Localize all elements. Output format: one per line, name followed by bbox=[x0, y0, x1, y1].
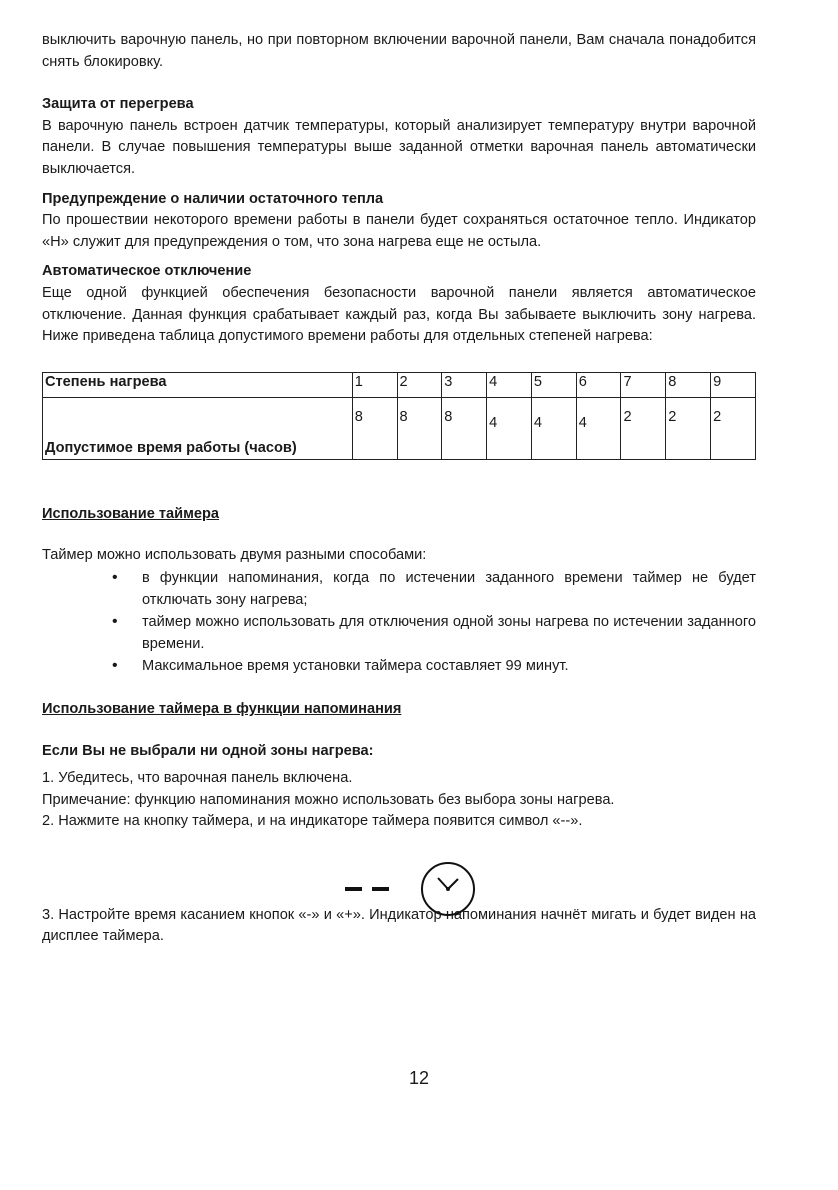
table-cell: 2 bbox=[397, 372, 442, 397]
timer-bullet-list bbox=[42, 567, 756, 677]
table-cell: 9 bbox=[711, 372, 756, 397]
table-cell: 4 bbox=[487, 397, 532, 459]
table-cell: 8 bbox=[442, 397, 487, 459]
table-row bbox=[43, 372, 756, 397]
table-cell: 2 bbox=[666, 397, 711, 459]
overheat-heading: Защита от перегрева bbox=[42, 96, 194, 113]
table-row-label: Степень нагрева bbox=[43, 372, 353, 397]
table-cell: 8 bbox=[666, 372, 711, 397]
table-cell: 7 bbox=[621, 372, 666, 397]
heat-level-table bbox=[42, 372, 756, 460]
list-item: • таймер можно использовать для отключения одной зоны нагрева по истечении заданного времени. bbox=[112, 612, 756, 652]
page-number: 12 bbox=[408, 1068, 430, 1088]
timer-intro: Таймер можно использовать двумя разными способами: bbox=[42, 547, 427, 564]
table-cell: 8 bbox=[397, 397, 442, 459]
intro-text: выключить варочную панель, но при повторном включении варочной панели, Вам сначала понадобится снять блокировку. bbox=[42, 32, 756, 70]
table-cell: 4 bbox=[576, 397, 621, 459]
reminder-step-2: 2. Нажмите на кнопку таймера, и на индикаторе таймера появится символ «--». bbox=[42, 813, 583, 830]
clock-icon bbox=[415, 862, 479, 922]
bullet-icon: • bbox=[112, 612, 118, 630]
reminder-subheading: Если Вы не выбрали ни одной зоны нагрева: bbox=[42, 742, 374, 759]
overheat-text: В варочную панель встроен датчик температуры, который анализирует температуру внутри варочной панели. В случае повышения температуры выше заданной отметки варочная панель автоматически выключается. bbox=[42, 117, 756, 177]
table-cell: 4 bbox=[531, 397, 576, 459]
timer-display-illustration bbox=[345, 862, 485, 922]
table-cell: 4 bbox=[487, 372, 532, 397]
table-cell: 8 bbox=[352, 397, 397, 459]
table-cell: 5 bbox=[531, 372, 576, 397]
table-cell: 2 bbox=[621, 397, 666, 459]
table-cell: 6 bbox=[576, 372, 621, 397]
timer-heading: Использование таймера bbox=[42, 505, 220, 522]
residual-heat-text: По прошествии некоторого времени работы в панели будет сохраняться остаточное тепло. Индикатор «H» служит для предупреждения о том, что зона нагрева еще не остыла. bbox=[42, 212, 756, 250]
auto-off-heading: Автоматическое отключение bbox=[42, 263, 252, 280]
document-page bbox=[42, 30, 756, 948]
auto-off-text: Еще одной функцией обеспечения безопасности варочной панели является автоматическое отключение. Данная функция срабатывает каждый раз, когда Вы забываете выключить зону нагрева. Ниже приведена таблица допустимого времени работы для отдельных степеней нагрева: bbox=[42, 284, 756, 345]
list-item: • в функции напоминания, когда по истечении заданного времени таймер не будет отключать зону нагрева; bbox=[112, 568, 756, 608]
bullet-icon: • bbox=[112, 656, 118, 674]
table-cell: 1 bbox=[352, 372, 397, 397]
reminder-heading: Использование таймера в функции напоминания bbox=[42, 700, 402, 717]
list-item: • Максимальное время установки таймера составляет 99 минут. bbox=[42, 655, 756, 677]
residual-heat-heading: Предупреждение о наличии остаточного тепла bbox=[42, 190, 384, 207]
bullet-icon: • bbox=[112, 568, 118, 586]
table-cell: 3 bbox=[442, 372, 487, 397]
reminder-step-3: 3. Настройте время касанием кнопок «-» и «+». Индикатор напоминания начнёт мигать и будет виден на дисплее таймера. bbox=[42, 906, 756, 945]
reminder-note: Примечание: функцию напоминания можно использовать без выбора зоны нагрева. bbox=[42, 791, 615, 808]
reminder-step-1: 1. Убедитесь, что варочная панель включена. bbox=[42, 770, 353, 787]
table-cell: 2 bbox=[711, 397, 756, 459]
table-row bbox=[43, 397, 756, 459]
table-row-label: Допустимое время работы (часов) bbox=[43, 397, 353, 459]
